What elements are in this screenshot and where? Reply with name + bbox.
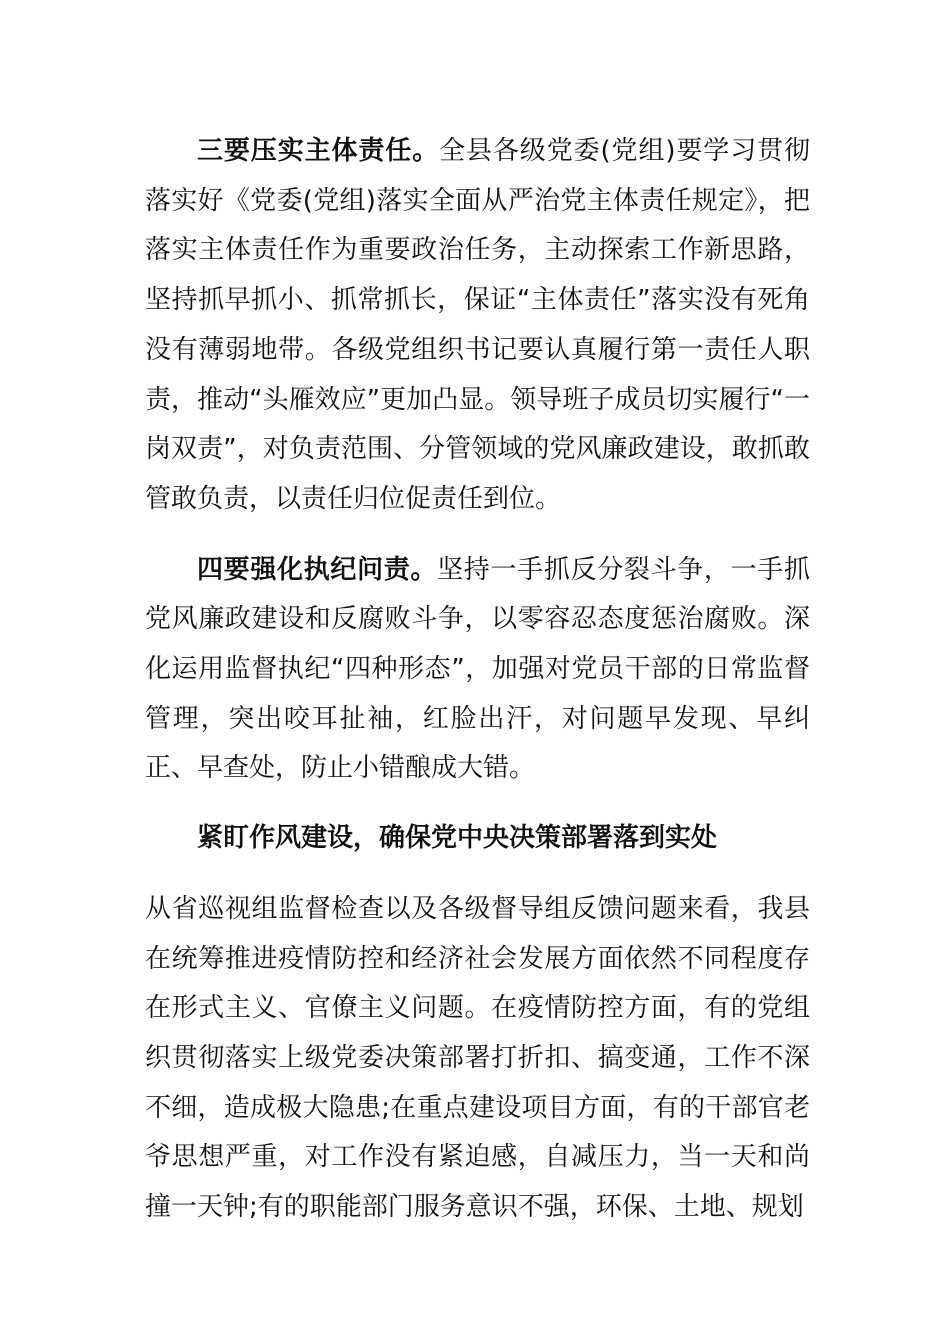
paragraph-inspection bbox=[145, 885, 810, 1233]
paragraph-responsibility bbox=[145, 127, 810, 525]
document-page bbox=[145, 127, 810, 1233]
paragraph-lead-discipline: 四要强化执纪问责。 bbox=[197, 554, 438, 585]
paragraph-lead-responsibility: 三要压实主体责任。 bbox=[197, 136, 440, 166]
paragraph-body-responsibility: 全县各级党委(党组)要学习贯彻落实好《党委(党组)落实全面从严治党主体责任规定》，把落实主体责任作为重要政治任务，主动探索工作新思路，坚持抓早抓小、抓常抓长，保证“主体责任”落实没有死角没有薄弱地带。各级党组织书记要认真履行第一责任人职责，推动“头雁效应”更加凸显。领导班子成员切实履行“一岗双责”，对负责范围、分管领域的党风廉政建设，敢抓敢管敢负责，以责任归位促责任到位。 bbox=[145, 136, 810, 514]
paragraph-discipline bbox=[145, 546, 810, 795]
paragraph-body-discipline: 坚持一手抓反分裂斗争，一手抓党风廉政建设和反腐败斗争，以零容忍态度惩治腐败。深化运用监督执纪“四种形态”，加强对党员干部的日常监督管理，突出咬耳扯袖，红脸出汗，对问题早发现、早纠正、早查处，防止小错酿成大错。 bbox=[145, 554, 810, 784]
section-heading: 紧盯作风建设，确保党中央决策部署落到实处 bbox=[197, 823, 718, 854]
paragraph-body-inspection: 从省巡视组监督检查以及各级督导组反馈问题来看，我县在统筹推进疫情防控和经济社会发展方面依然不同程度存在形式主义、官僚主义问题。在疫情防控方面，有的党组织贯彻落实上级党委决策部署打折扣、搞变通，工作不深不细，造成极大隐患;在重点建设项目方面，有的干部官老爷思想严重，对工作没有紧迫感，自减压力，当一天和尚撞一天钟;有的职能部门服务意识不强，环保、土地、规划 bbox=[145, 893, 810, 1223]
